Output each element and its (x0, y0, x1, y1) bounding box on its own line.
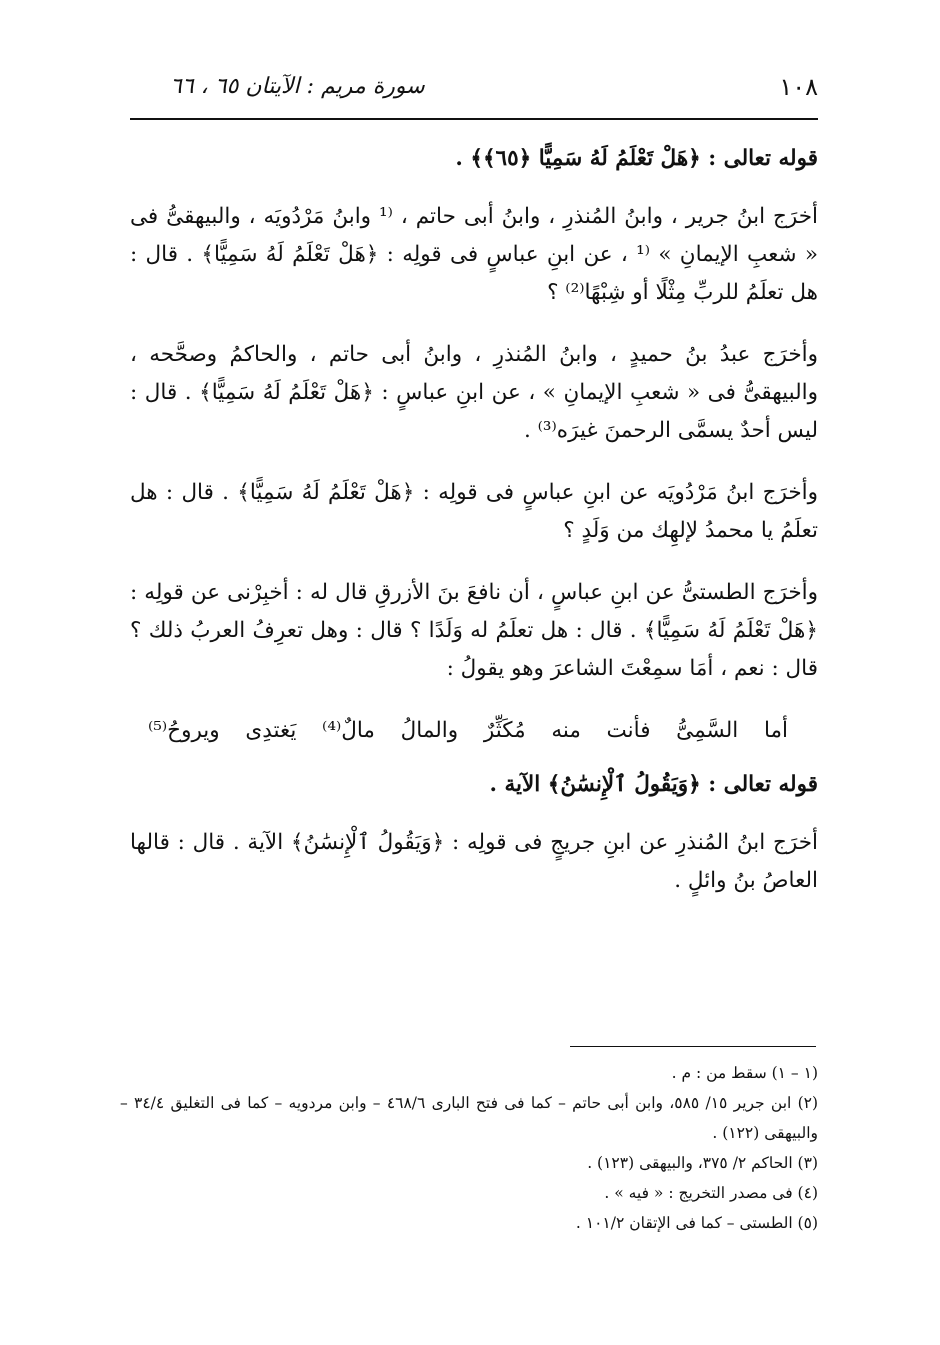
page-number: ١٠٨ (779, 73, 818, 101)
footnote-5: (٥) الطستى – كما فى الإتقان ١٠١/٢ . (575, 1214, 818, 1232)
footnotes (120, 1058, 818, 1238)
verse-heading-66: قوله تعالى : ﴿وَيَقُولُ ٱلْإِنسَٰنُ﴾ الآية . (489, 772, 818, 797)
main-text (130, 140, 818, 924)
poetry-verse: أما السَّمِىُّ فأنت منه مُكَثِّرٌ والمالُ مالٌ⁽⁴⁾ يَغتدِى ويروحُ⁽⁵⁾ (148, 718, 788, 743)
header-rule (130, 118, 818, 120)
paragraph-ibn-marduyah: وأخرَج ابنُ مَرْدُويَه عن ابنِ عباسٍ فى قولِه : ﴿هَلْ تَعْلَمُ لَهُ سَمِيًّا﴾ . قال : هل تعلَمُ يا محمدُ لإلهِك من وَلَدٍ ؟ (130, 480, 818, 543)
paragraph-ibn-jarir: أخرَج ابنُ جرير ، وابنُ المُنذرِ ، وابنُ أبى حاتم ، ⁽¹ وابنُ مَرْدُويَه ، والبيهقىُّ فى « شعبِ الإيمانِ » ⁽¹ ، عن ابنِ عباسٍ فى قولِه : ﴿هَلْ تَعْلَمُ لَهُ سَمِيًّا﴾ . قال : هل تعلَمُ للربِّ مِثْلًا أو شِبْهًا⁽²⁾ ؟ (130, 204, 819, 305)
footnote-4: (٤) فى مصدر التخريج : « فيه » . (604, 1184, 818, 1202)
paragraph-tasti: وأخرَج الطستىُّ عن ابنِ عباسٍ ، أن نافعَ بنَ الأزرقِ قال له : أخبِرْنى عن قولِه : ﴿هَلْ تَعْلَمُ لَهُ سَمِيًّا﴾ . قال : هل تعلَمُ له وَلَدًا ؟ قال : وهل تعرِفُ العربُ ذلك ؟ قال : نعم ، أمَا سمِعْتَ الشاعرَ وهو يقولُ : (130, 580, 818, 681)
footnote-1: (١ – ١) سقط من : م . (671, 1064, 818, 1082)
verse-heading-65: قوله تعالى : ﴿هَلْ تَعْلَمُ لَهُ سَمِيًّا ﴿٦٥﴾﴾ . (455, 146, 818, 171)
footnote-rule (570, 1046, 816, 1047)
running-title: سورة مريم : الآيتان ٦٥ ، ٦٦ (170, 74, 425, 99)
paragraph-ibn-jurayj: أخرَج ابنُ المُنذرِ عن ابنِ جريجٍ فى قولِه : ﴿وَيَقُولُ ٱلْإِنسَٰنُ﴾ الآية . قال : قالها العاصُ بنُ وائلٍ . (130, 830, 818, 893)
footnote-3: (٣) الحاكم ٢/ ٣٧٥، والبيهقى (١٢٣) . (587, 1154, 818, 1172)
paragraph-abd-ibn-humaid: وأخرَج عبدُ بنُ حميدٍ ، وابنُ المُنذرِ ، وابنُ أبى حاتم ، والحاكمُ وصحَّحه ، والبيهقىُّ فى « شعبِ الإيمانِ » ، عن ابنِ عباسٍ : ﴿هَلْ تَعْلَمُ لَهُ سَمِيًّا﴾ . قال : ليس أحدٌ يسمَّى الرحمنَ غيرَه⁽³⁾ . (130, 342, 818, 443)
running-header (130, 62, 818, 112)
footnote-2: (٢) ابن جرير ١٥/ ٥٨٥، وابن أبى حاتم – كما فى فتح البارى ٤٦٨/٦ – وابن مردويه – كما فى التغليق ٣٤/٤ – والبيهقى (١٢٢) . (120, 1094, 819, 1142)
